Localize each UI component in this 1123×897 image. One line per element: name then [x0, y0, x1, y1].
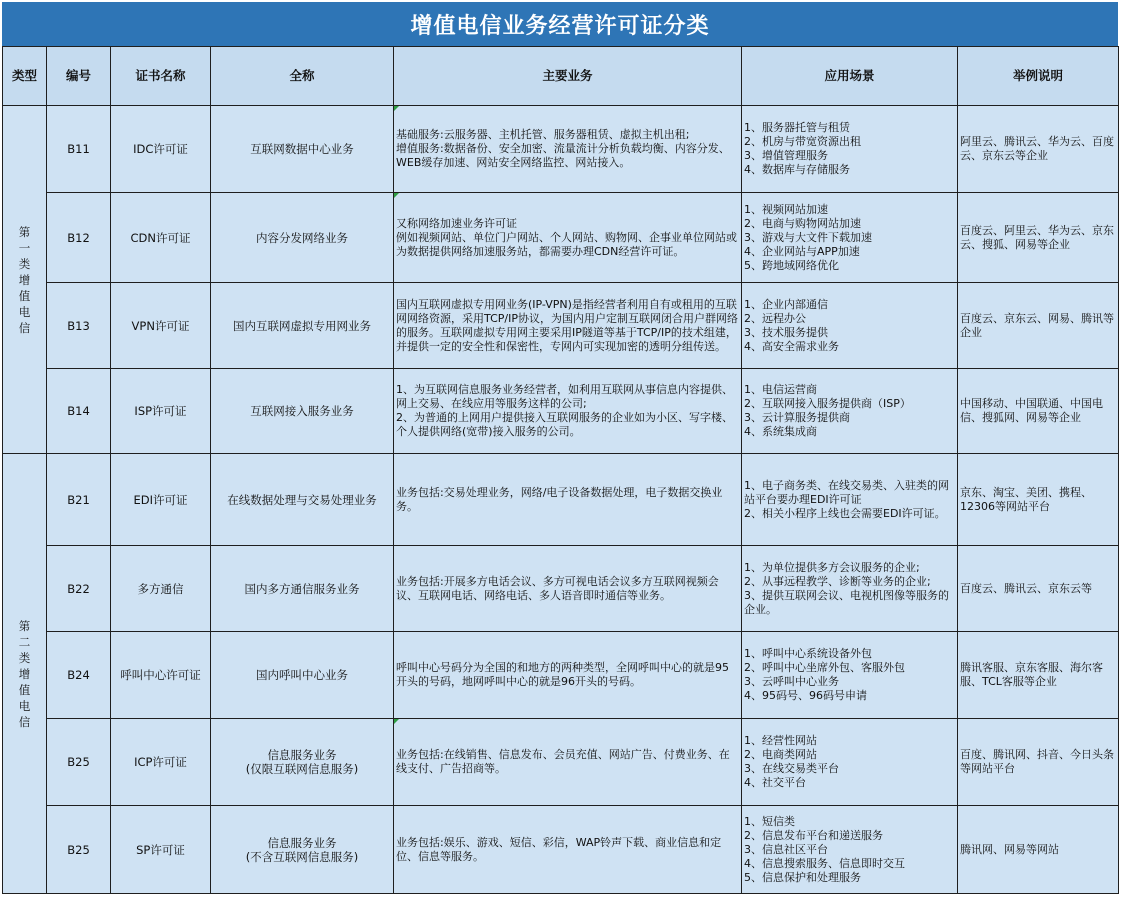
header-scenarios: 应用场景: [742, 47, 958, 106]
full-name-cell: 国内呼叫中心业务: [211, 632, 394, 719]
scenario-cell: 1、视频网站加速 2、电商与购物网站加速 3、游戏与大文件下载加速 4、企业网站与APP加速 5、跨地域网络优化: [742, 193, 958, 283]
cert-name-cell: EDI许可证: [111, 454, 211, 546]
header-type: 类型: [3, 47, 47, 106]
business-cell: 业务包括:娱乐、游戏、短信、彩信，WAP铃声下载、商业信息和定位、信息等服务。: [394, 806, 742, 894]
header-examples: 举例说明: [958, 47, 1119, 106]
example-cell: 阿里云、腾讯云、华为云、百度云、京东云等企业: [958, 106, 1119, 193]
table-row: [3, 632, 1119, 719]
table-row: [3, 546, 1119, 632]
example-cell: 百度、腾讯网、抖音、今日头条等网站平台: [958, 719, 1119, 806]
business-cell: 国内互联网虚拟专用网业务(IP-VPN)是指经营者利用自有或租用的互联网网络资源，采用TCP/IP协议，为国内用户定制互联网闭合用户群网络的服务。互联网虚拟专用网主要采用IP隧道等基于TCP/IP的技术组建，并提供一定的安全性和保密性，专网内可实现加密的透明分组传送。: [394, 283, 742, 369]
example-cell: 中国移动、中国联通、中国电信、搜狐网、网易等企业: [958, 369, 1119, 454]
scenario-cell: 1、电子商务类、在线交易类、入驻类的网站平台要办理EDI许可证 2、相关小程序上线也会需要EDI许可证。: [742, 454, 958, 546]
table-row: [3, 454, 1119, 546]
example-cell: 腾讯网、网易等网站: [958, 806, 1119, 894]
full-name-cell: 在线数据处理与交易处理业务: [211, 454, 394, 546]
header-cert-name: 证书名称: [111, 47, 211, 106]
scenario-cell: 1、为单位提供多方会议服务的企业; 2、从事远程教学、诊断等业务的企业; 3、提供互联网会议、电视机图像等服务的企业。: [742, 546, 958, 632]
code-cell: B14: [47, 369, 111, 454]
example-cell: 腾讯客服、京东客服、海尔客服、TCL客服等企业: [958, 632, 1119, 719]
example-cell: 百度云、京东云、网易、腾讯等企业: [958, 283, 1119, 369]
full-name-cell: 互联网数据中心业务: [211, 106, 394, 193]
license-table: [2, 46, 1119, 894]
example-cell: 京东、淘宝、美团、携程、12306等网站平台: [958, 454, 1119, 546]
full-name-cell: 国内多方通信服务业务: [211, 546, 394, 632]
scenario-cell: 1、短信类 2、信息发布平台和递送服务 3、信息社区平台 4、信息搜索服务、信息即时交互 5、信息保护和处理服务: [742, 806, 958, 894]
cert-name-cell: IDC许可证: [111, 106, 211, 193]
scenario-cell: 1、服务器托管与租赁 2、机房与带宽资源出租 3、增值管理服务 4、数据库与存储服务: [742, 106, 958, 193]
cert-name-cell: VPN许可证: [111, 283, 211, 369]
cert-name-cell: CDN许可证: [111, 193, 211, 283]
scenario-cell: 1、呼叫中心系统设备外包 2、呼叫中心坐席外包、客服外包 3、云呼叫中心业务 4、95码号、96码号申请: [742, 632, 958, 719]
sheet-title: 增值电信业务经营许可证分类: [2, 2, 1118, 46]
cert-name-cell: ISP许可证: [111, 369, 211, 454]
example-cell: 百度云、腾讯云、京东云等: [958, 546, 1119, 632]
table-row: [3, 193, 1119, 283]
code-cell: B21: [47, 454, 111, 546]
header-full-name: 全称: [211, 47, 394, 106]
table-row: [3, 369, 1119, 454]
full-name-cell: 互联网接入服务业务: [211, 369, 394, 454]
full-name-cell: 内容分发网络业务: [211, 193, 394, 283]
header-row: [3, 47, 1119, 106]
scenario-cell: 1、经营性网站 2、电商类网站 3、在线交易类平台 4、社交平台: [742, 719, 958, 806]
cert-name-cell: 呼叫中心许可证: [111, 632, 211, 719]
business-cell: 又称网络加速业务许可证 例如视频网站、单位门户网站、个人网站、购物网、企事业单位网站或为数据提供网络加速服务站，都需要办理CDN经营许可证。: [394, 193, 742, 283]
business-cell: 业务包括:开展多方电话会议、多方可视电话会议多方互联网视频会议、互联网电话、网络电话、多人语音即时通信等业务。: [394, 546, 742, 632]
code-cell: B25: [47, 806, 111, 894]
scenario-cell: 1、企业内部通信 2、远程办公 3、技术服务提供 4、高安全需求业务: [742, 283, 958, 369]
full-name-cell: 信息服务业务 (仅限互联网信息服务): [211, 719, 394, 806]
type-cell-first-class: 第 一 类 增 值 电 信: [3, 106, 47, 454]
example-cell: 百度云、阿里云、华为云、京东云、搜狐、网易等企业: [958, 193, 1119, 283]
code-cell: B11: [47, 106, 111, 193]
cert-name-cell: ICP许可证: [111, 719, 211, 806]
table-row: [3, 719, 1119, 806]
table-row: [3, 106, 1119, 193]
full-name-cell: 信息服务业务 (不含互联网信息服务): [211, 806, 394, 894]
type-cell-second-class: 第 二 类 增 值 电 信: [3, 454, 47, 894]
header-code: 编号: [47, 47, 111, 106]
table-row: [3, 283, 1119, 369]
code-cell: B25: [47, 719, 111, 806]
header-main-business: 主要业务: [394, 47, 742, 106]
business-cell: 基础服务:云服务器、主机托管、服务器租赁、虚拟主机出租; 增值服务:数据备份、安全加密、流量流计分析负载均衡、内容分发、WEB缓存加速、网站安全网络监控、网站接入。: [394, 106, 742, 193]
code-cell: B24: [47, 632, 111, 719]
business-cell: 1、为互联网信息服务业务经营者，如利用互联网从事信息内容提供、网上交易、在线应用等服务这样的公司; 2、为普通的上网用户提供接入互联网服务的企业如为小区、写字楼、个人提供网络(宽带)接入服务的公司。: [394, 369, 742, 454]
business-cell: 业务包括:在线销售、信息发布、会员充值、网站广告、付费业务、在线支付、广告招商等。: [394, 719, 742, 806]
code-cell: B13: [47, 283, 111, 369]
cert-name-cell: 多方通信: [111, 546, 211, 632]
business-cell: 呼叫中心号码分为全国的和地方的两种类型，全网呼叫中心的就是95开头的号码，地网呼叫中心的就是96开头的号码。: [394, 632, 742, 719]
cert-name-cell: SP许可证: [111, 806, 211, 894]
code-cell: B12: [47, 193, 111, 283]
code-cell: B22: [47, 546, 111, 632]
business-cell: 业务包括:交易处理业务，网络/电子设备数据处理，电子数据交换业务。: [394, 454, 742, 546]
table-row: [3, 806, 1119, 894]
full-name-cell: 国内互联网虚拟专用网业务: [211, 283, 394, 369]
scenario-cell: 1、电信运营商 2、互联网接入服务提供商（ISP） 3、云计算服务提供商 4、系统集成商: [742, 369, 958, 454]
